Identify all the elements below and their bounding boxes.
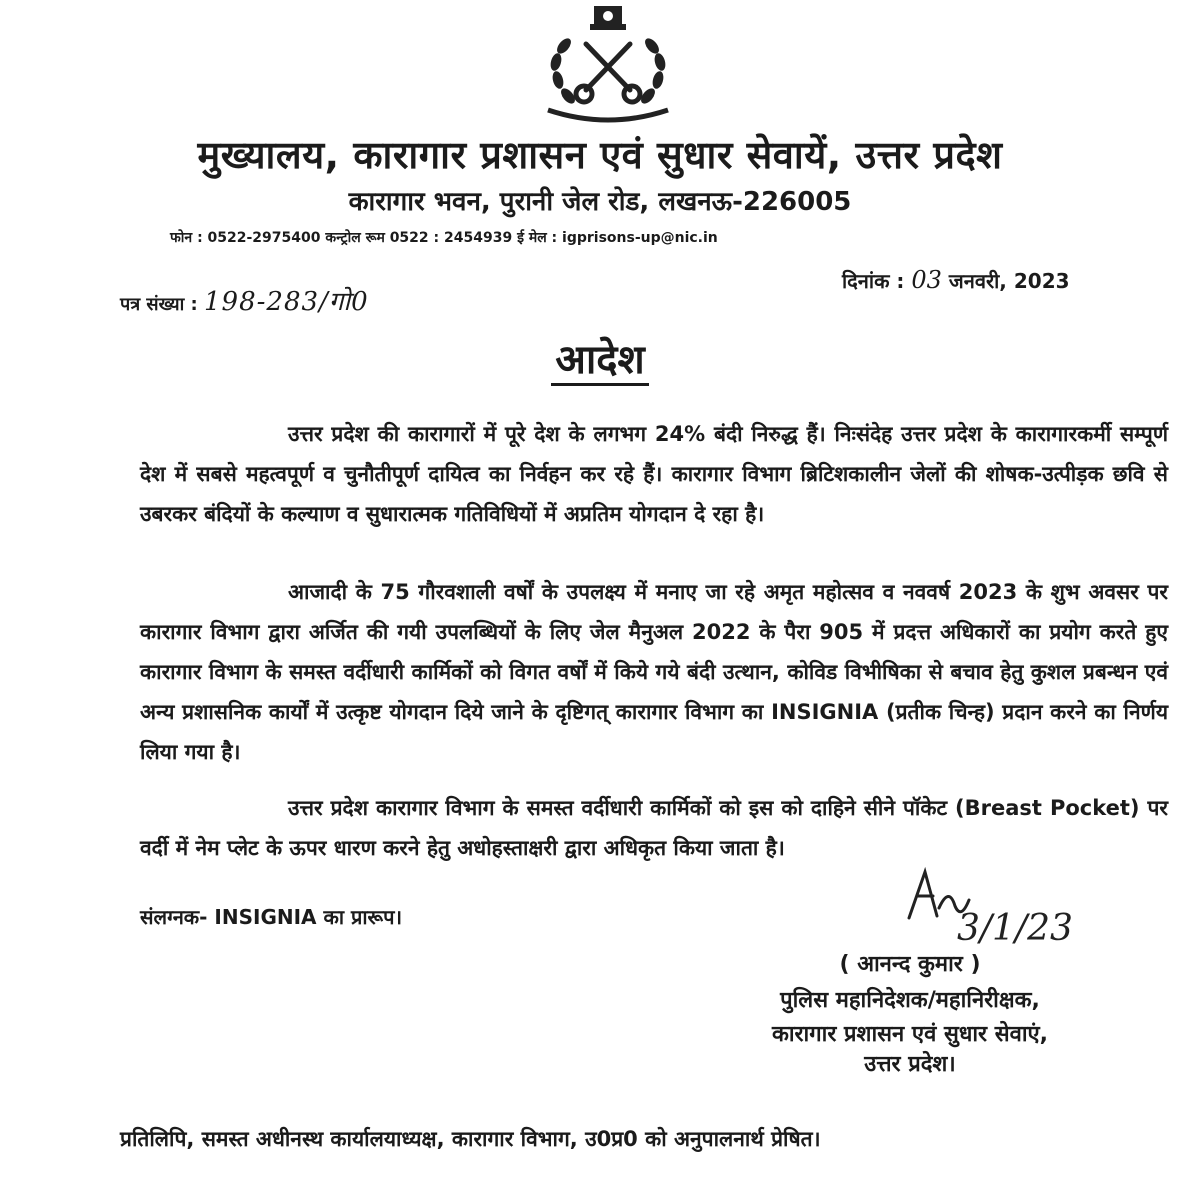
office-address: कारागार भवन, पुरानी जेल रोड, लखनऊ-226005: [348, 187, 852, 217]
paragraph-3: उत्तर प्रदेश कारागार विभाग के समस्त वर्दीधारी कार्मिकों को इस को दाहिने सीने पॉकेट (Breast Pocket) पर वर्दी में नेम प्लेट के ऊपर धारण करने हेतु अधोहस्ताक्षरी द्वारा अधिकृत किया जाता है।: [140, 796, 1168, 860]
date-month-year: जनवरी, 2023: [948, 269, 1070, 293]
paragraph-1: उत्तर प्रदेश की कारागारों में पूरे देश के लगभग 24% बंदी निरुद्ध हैं। निःसंदेह उत्तर प्रदेश के कारागारकर्मी सम्पूर्ण देश में सबसे महत्वपूर्ण व चुनौतीपूर्ण दायित्व का निर्वहन कर रहे हैं। कारागार विभाग ब्रिटिशकालीन जेलों की शोषक-उत्पीड़क छवि से उबरकर बंदियों के कल्याण व सुधारात्मक गतिविधियों में अप्रतिम योगदान दे रहा है।: [140, 422, 1168, 526]
date-day: 03: [911, 266, 942, 294]
enclosure-note: संलग्नक- INSIGNIA का प्रारूप।: [140, 905, 403, 929]
letter-date: [842, 266, 1070, 294]
signatory-designation-2: कारागार प्रशासन एवं सुधार सेवाएं,: [771, 1022, 1049, 1047]
copy-to-line: प्रतिलिपि, समस्त अधीनस्थ कार्यालयाध्यक्ष, कारागार विभाग, उ0प्र0 को अनुपालनार्थ प्रेषित।: [120, 1127, 821, 1151]
signatory-designation-3: उत्तर प्रदेश।: [864, 1052, 956, 1077]
office-title: मुख्यालय, कारागार प्रशासन एवं सुधार सेवायें, उत्तर प्रदेश: [197, 133, 1003, 177]
contact-line: फोन : 0522-2975400 कन्ट्रोल रूम 0522 : 2454939 ई मेल : igprisons-up@nic.in: [170, 230, 718, 246]
handwritten-signature: [895, 860, 1095, 950]
date-label: दिनांक :: [842, 269, 905, 293]
signatory-designation-1: पुलिस महानिदेशक/महानिरीक्षक,: [780, 988, 1040, 1013]
signatory-name: ( आनन्द कुमार ): [839, 952, 981, 977]
order-heading: [0, 330, 1200, 385]
signature-date: 3/1/23: [957, 908, 1073, 949]
order-heading-text: आदेश: [551, 337, 648, 386]
letter-number-label: पत्र संख्या :: [120, 294, 198, 315]
letter-number-value: 198-283/गो0: [203, 287, 369, 317]
prison-emblem-crossed-keys-icon: [528, 2, 688, 124]
paragraph-2: आजादी के 75 गौरवशाली वर्षों के उपलक्ष्य में मनाए जा रहे अमृत महोत्सव व नववर्ष 2023 के शुभ अवसर पर कारागार विभाग द्वारा अर्जित की गयी उपलब्धियों के लिए जेल मैनुअल 2022 के पैरा 905 में प्रदत्त अधिकारों का प्रयोग करते हुए कारागार विभाग के समस्त वर्दीधारी कार्मिकों को विगत वर्षों में किये गये बंदी उत्थान, कोविड विभीषिका से बचाव हेतु कुशल प्रबन्धन एवं अन्य प्रशासनिक कार्यों में उत्कृष्ट योगदान दिये जाने के दृष्टिगत् कारागार विभाग का INSIGNIA (प्रतीक चिन्ह) प्रदान करने का निर्णय लिया गया है।: [140, 580, 1168, 764]
letter-number: [120, 282, 369, 318]
